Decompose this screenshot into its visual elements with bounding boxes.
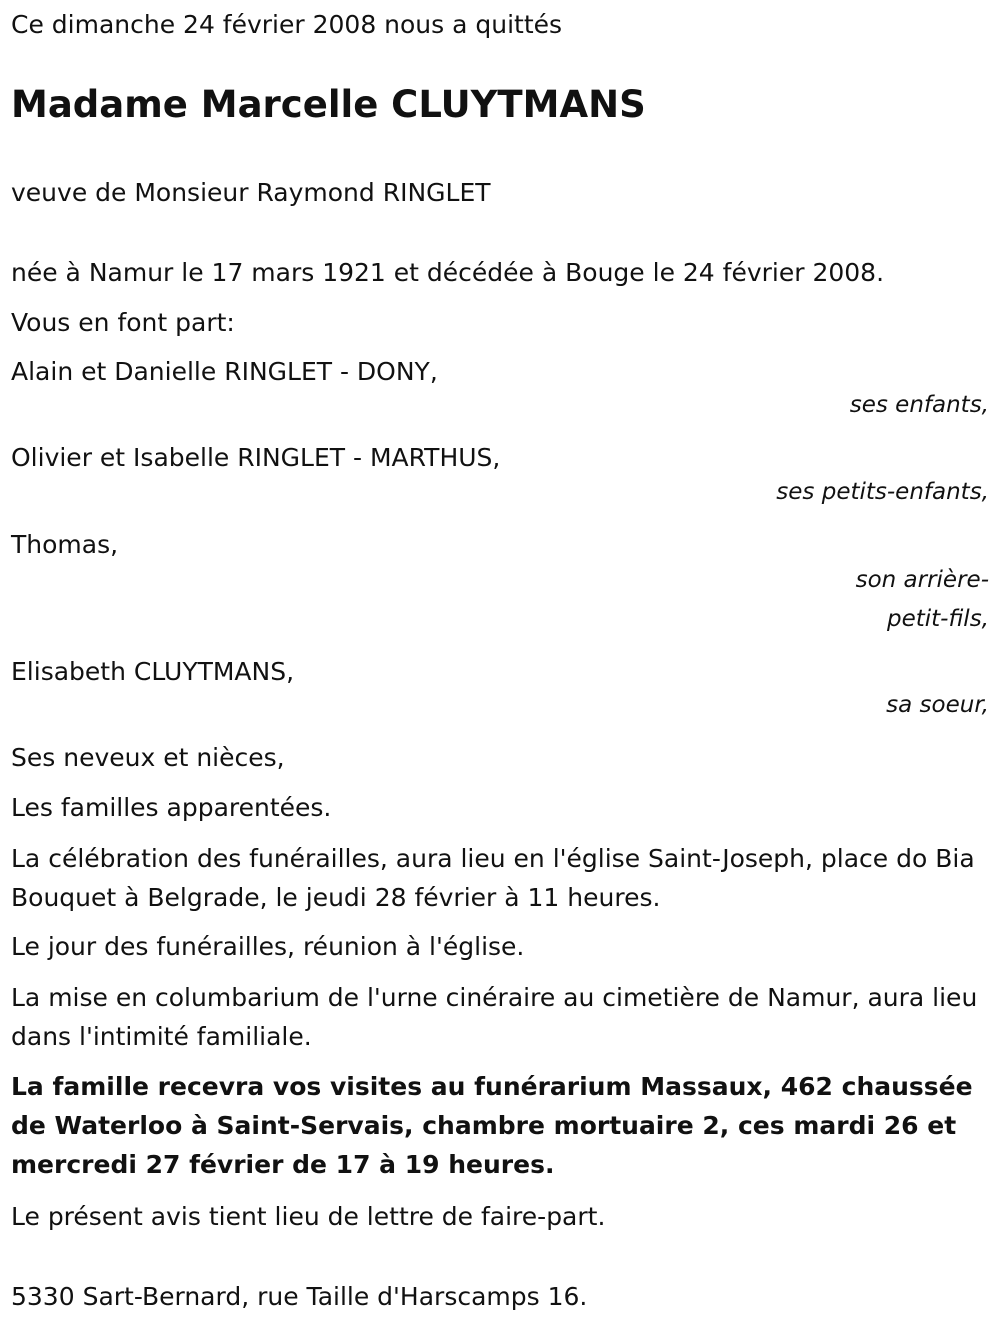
address-line: 5330 Sart-Bernard, rue Taille d'Harscamps 16. [11, 1282, 588, 1311]
deceased-name: Madame Marcelle CLUYTMANS [11, 83, 646, 126]
family-grandchildren-names: Olivier et Isabelle RINGLET - MARTHUS, [11, 443, 501, 472]
family-children-relation: ses enfants, [849, 392, 989, 418]
family-children-names: Alain et Danielle RINGLET - DONY, [11, 357, 438, 386]
announce-line: Vous en font part: [11, 308, 235, 337]
widow-line: veuve de Monsieur Raymond RINGLET [11, 178, 491, 207]
celebration-paragraph: La célébration des funérailles, aura lieu en l'église Saint-Joseph, place do Bia Bouquet à Belgrade, le jeudi 28 février à 11 heures. [11, 844, 975, 912]
intro-line: Ce dimanche 24 février 2008 nous a quittés [11, 10, 563, 39]
family-greatgrandchild-relation-line2: petit-fils, [886, 606, 989, 632]
nephews-line: Ses neveux et nièces, [11, 743, 285, 772]
meeting-line: Le jour des funérailles, réunion à l'église. [11, 932, 525, 961]
family-grandchildren-relation: ses petits-enfants, [776, 479, 989, 505]
family-greatgrandchild-names: Thomas, [11, 530, 119, 559]
family-greatgrandchild-relation-line1: son arrière- [855, 567, 989, 593]
birth-death-line: née à Namur le 17 mars 1921 et décédée à Bouge le 24 février 2008. [11, 258, 885, 287]
family-sister-names: Elisabeth CLUYTMANS, [11, 657, 295, 686]
columbarium-paragraph: La mise en columbarium de l'urne cinéraire au cimetière de Namur, aura lieu dans l'intimité familiale. [11, 983, 978, 1051]
visits-paragraph: La famille recevra vos visites au funérarium Massaux, 462 chaussée de Waterloo à Saint-Servais, chambre mortuaire 2, ces mardi 26 et mercredi 27 février de 17 à 19 heures. [11, 1072, 973, 1179]
obituary-notice [11, 0, 989, 1331]
family-sister-relation: sa soeur, [886, 692, 989, 718]
avis-line: Le présent avis tient lieu de lettre de faire-part. [11, 1202, 606, 1231]
families-line: Les familles apparentées. [11, 793, 332, 822]
